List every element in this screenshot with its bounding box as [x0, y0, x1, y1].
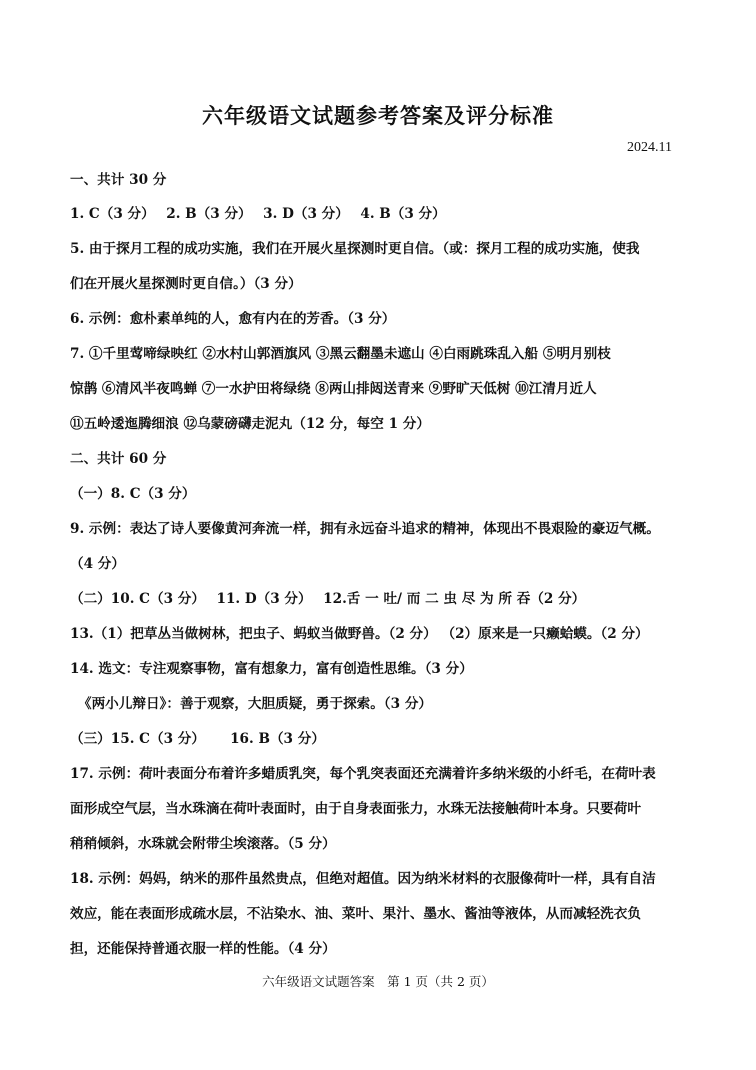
answer-line-q1-4: 1. C（3 分） 2. B（3 分） 3. D（3 分） 4. B（3 分）: [70, 206, 446, 222]
answer-line-q7-cont: 惊鹊 ⑥清风半夜鸣蝉 ⑦一水护田将绿绕 ⑧两山排闼送青来 ⑨野旷天低树 ⑩江清月近人: [70, 381, 597, 397]
answer-line-q6: 6. 示例：愈朴素单纯的人，愈有内在的芳香。（3 分）: [70, 311, 396, 327]
answer-line-q5-cont: 们在开展火星探测时更自信。）（3 分）: [70, 276, 302, 292]
section-heading-one: 一、共计 30 分: [70, 172, 167, 188]
answer-line-q15-16: （三）15. C（3 分） 16. B（3 分）: [70, 731, 325, 747]
answer-line-q8: （一）8. C（3 分）: [70, 486, 196, 502]
answer-line-q14-cont: 《两小儿辩日》：善于观察，大胆质疑，勇于探索。（3 分）: [78, 696, 433, 712]
answer-line-q7-cont2: ⑪五岭逶迤腾细浪 ⑫乌蒙磅礴走泥丸（12 分，每空 1 分）: [70, 416, 430, 432]
answer-line-q18-cont2: 担，还能保持普通衣服一样的性能。（4 分）: [70, 941, 336, 957]
answer-line-q17: 17. 示例：荷叶表面分布着许多蜡质乳突，每个乳突表面还充满着许多纳米级的小纤毛，在荷叶表: [70, 766, 656, 782]
answer-line-q9: 9. 示例：表达了诗人要像黄河奔流一样，拥有永远奋斗追求的精神，体现出不畏艰险的豪迈气概。: [70, 521, 660, 537]
answer-line-q10-12: （二）10. C（3 分） 11. D（3 分） 12.舌 一 吐/ 而 二 虫 尽 为 所 吞（2 分）: [70, 591, 586, 607]
answer-line-q17-cont2: 稍稍倾斜，水珠就会附带尘埃滚落。（5 分）: [70, 836, 336, 852]
answer-line-q18-cont: 效应，能在表面形成疏水层，不沾染水、油、菜叶、果汁、墨水、酱油等液体，从而减轻洗衣负: [70, 906, 641, 922]
answer-line-q17-cont: 面形成空气层，当水珠滴在荷叶表面时，由于自身表面张力，水珠无法接触荷叶本身。只要荷叶: [70, 801, 641, 817]
answer-line-q9-cont: （4 分）: [70, 556, 125, 572]
answer-line-q18: 18. 示例：妈妈，纳米的那件虽然贵点，但绝对超值。因为纳米材料的衣服像荷叶一样，具有自洁: [70, 871, 656, 887]
answer-line-q13: 13.（1）把草丛当做树林，把虫子、蚂蚁当做野兽。（2 分） （2）原来是一只癞蛤蟆。（2 分）: [70, 626, 649, 642]
answer-line-q14: 14. 选文：专注观察事物，富有想象力，富有创造性思维。（3 分）: [70, 661, 473, 677]
answer-line-q7: 7. ①千里莺啼绿映红 ②水村山郭酒旗风 ③黑云翻墨未遮山 ④白雨跳珠乱入船 ⑤明月别枝: [70, 346, 611, 362]
section-heading-two: 二、共计 60 分: [70, 451, 167, 467]
document-date: 2024.11: [627, 140, 672, 155]
document-title: 六年级语文试题参考答案及评分标准: [202, 103, 554, 128]
page-footer: 六年级语文试题答案 第 1 页（共 2 页）: [262, 974, 494, 989]
answer-line-q5: 5. 由于探月工程的成功实施，我们在开展火星探测时更自信。（或：探月工程的成功实施，使我: [70, 241, 640, 257]
